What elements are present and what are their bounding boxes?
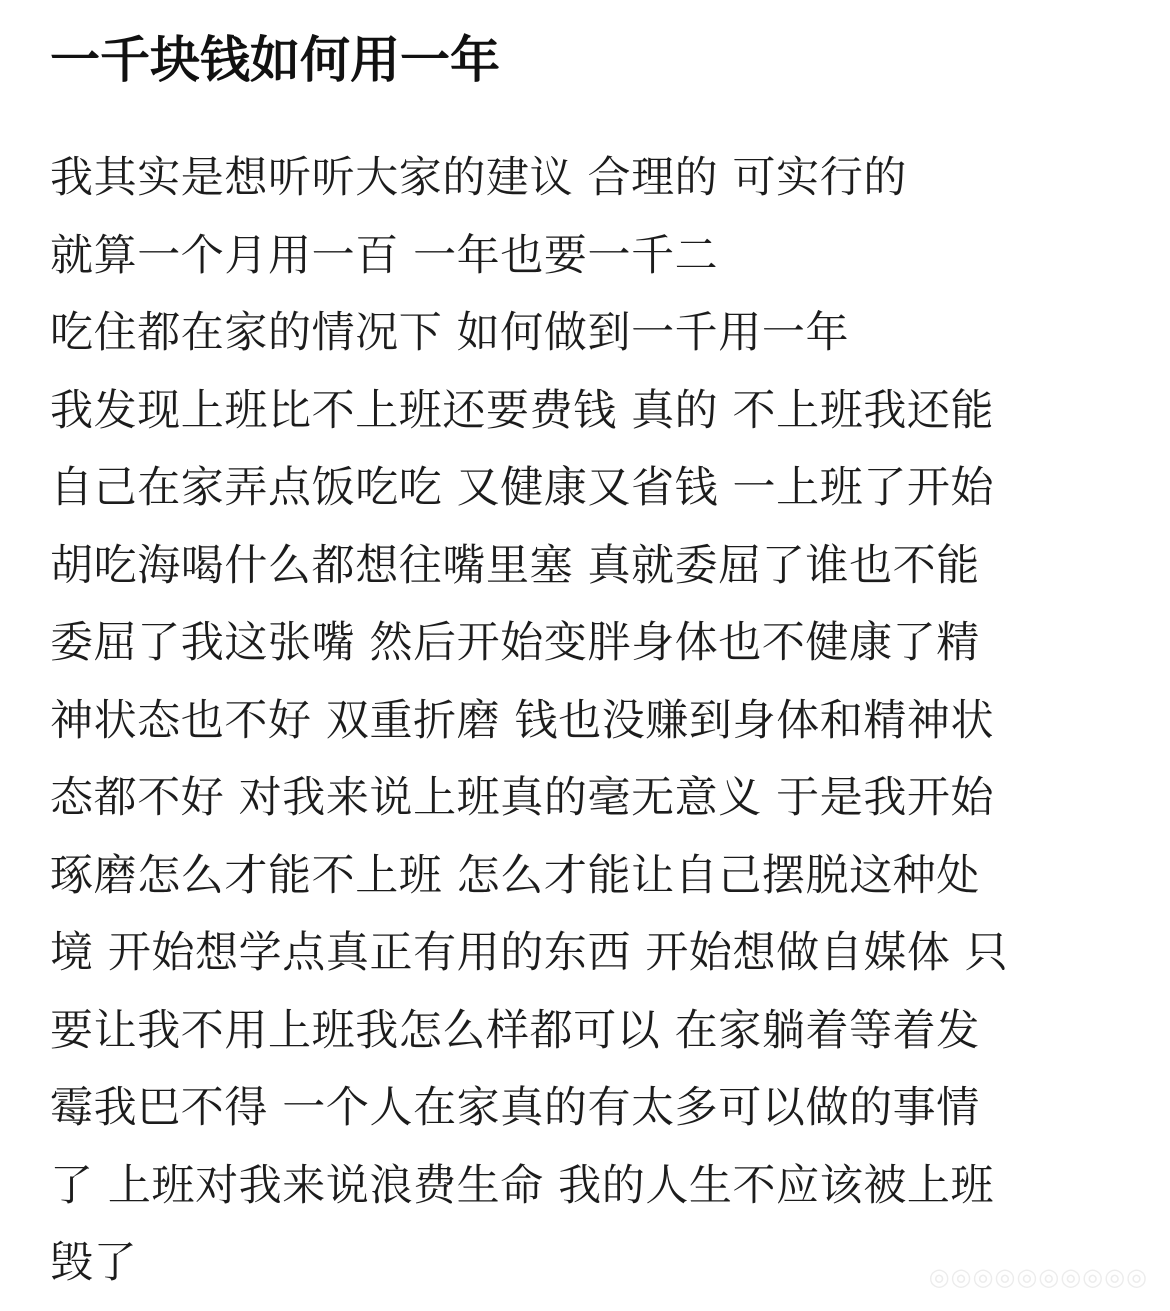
body-line: 霉我巴不得 一个人在家真的有太多可以做的事情 (50, 1083, 980, 1133)
body-line: 琢磨怎么才能不上班 怎么才能让自己摆脱这种处 (50, 850, 980, 901)
post-title: 一千块钱如何用一年 (50, 31, 500, 89)
body-line: 我发现上班比不上班还要费钱 真的 不上班我还能 (50, 385, 995, 436)
post-body (50, 140, 1140, 1303)
body-line: 就算一个月用一百 一年也要一千二 (50, 230, 719, 281)
body-line: 委屈了我这张嘴 然后开始变胖身体也不健康了精 (50, 618, 980, 668)
body-line: 我其实是想听听大家的建议 合理的 可实行的 (50, 153, 907, 203)
watermark: ◎◎◎◎◎◎◎◎◎◎ (928, 1263, 1148, 1291)
body-line: 态都不好 对我来说上班真的毫无意义 于是我开始 (50, 773, 995, 823)
body-line: 自己在家弄点饭吃吃 又健康又省钱 一上班了开始 (50, 463, 995, 513)
post (50, 22, 1140, 1303)
body-line: 神状态也不好 双重折磨 钱也没赚到身体和精神状 (50, 695, 995, 746)
body-line: 境 开始想学点真正有用的东西 开始想做自媒体 只 (50, 928, 1009, 978)
body-line: 毁了 (50, 1238, 138, 1288)
body-line: 了 上班对我来说浪费生命 我的人生不应该被上班 (50, 1160, 995, 1211)
body-line: 胡吃海喝什么都想往嘴里塞 真就委屈了谁也不能 (50, 540, 980, 591)
body-line: 要让我不用上班我怎么样都可以 在家躺着等着发 (50, 1005, 980, 1056)
body-line: 吃住都在家的情况下 如何做到一千用一年 (50, 308, 850, 358)
